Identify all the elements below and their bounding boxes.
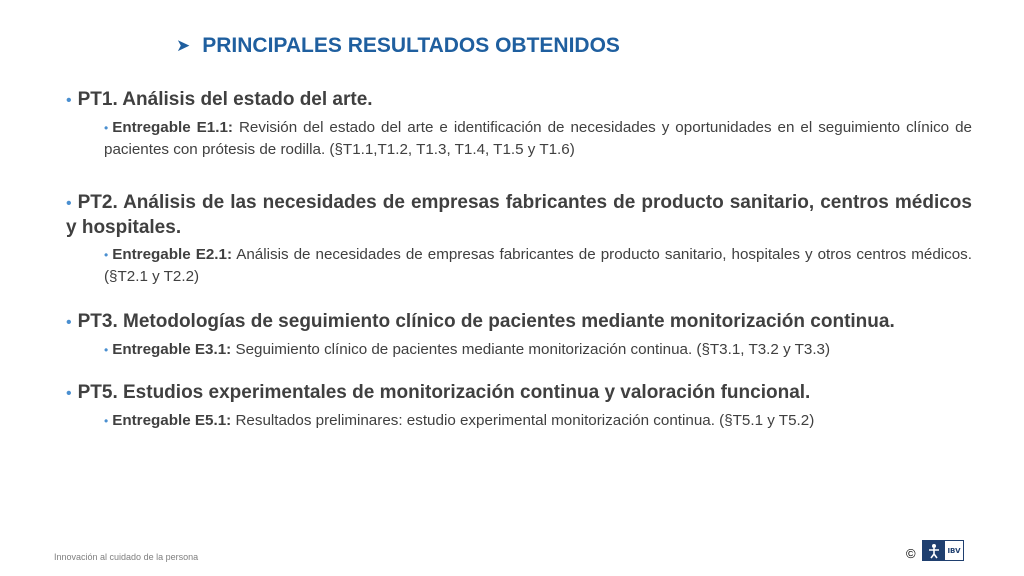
deliverable-label: Entregable E1.1: xyxy=(112,119,233,136)
bullet-icon: • xyxy=(104,343,109,357)
bullet-icon: • xyxy=(66,92,72,109)
slide-title: PRINCIPALES RESULTADOS OBTENIDOS xyxy=(202,34,620,57)
footer-tagline: Innovación al cuidado de la persona xyxy=(54,552,199,562)
deliverable-label: Entregable E2.1: xyxy=(112,246,233,263)
deliverable-2 xyxy=(104,244,972,288)
bullet-icon: • xyxy=(104,121,109,135)
slide-title-row xyxy=(176,34,620,58)
arrow-right-icon: ➤ xyxy=(176,36,191,55)
deliverable-label: Entregable E5.1: xyxy=(112,412,232,429)
copyright-symbol: © xyxy=(906,546,916,561)
bullet-icon: • xyxy=(104,414,109,428)
deliverable-text: Resultados preliminares: estudio experimental monitorización continua. (§T5.1 y T5.2) xyxy=(231,412,815,429)
slide-content xyxy=(66,88,972,432)
ibv-logo xyxy=(922,540,964,561)
work-package-heading: PT3. Metodologías de seguimiento clínico de pacientes mediante monitorización continua. xyxy=(77,311,895,332)
deliverable-text: Análisis de necesidades de empresas fabricantes de producto sanitario, hospitales y otros centros médicos. (§T2.1 y T2.2) xyxy=(104,246,972,285)
work-package-3 xyxy=(66,310,972,335)
bullet-icon: • xyxy=(66,195,72,212)
work-package-heading: PT1. Análisis del estado del arte. xyxy=(77,89,373,110)
work-package-1 xyxy=(66,88,972,113)
deliverable-text: Revisión del estado del arte e identificación de necesidades y oportunidades en el seguimiento clínico de pacientes con prótesis de rodilla. (§T1.1,T1.2, T1.3, T1.4, T1.5 y T1.6) xyxy=(104,119,972,158)
work-package-2 xyxy=(66,191,972,240)
bullet-icon: • xyxy=(104,248,109,262)
work-package-5 xyxy=(66,381,972,406)
bullet-icon: • xyxy=(66,314,72,331)
deliverable-label: Entregable E3.1: xyxy=(112,341,232,358)
logo-text: IBV xyxy=(947,546,961,555)
deliverable-5 xyxy=(104,410,972,432)
deliverable-1 xyxy=(104,117,972,161)
work-package-heading: PT5. Estudios experimentales de monitorización continua y valoración funcional. xyxy=(77,382,811,403)
work-package-heading: PT2. Análisis de las necesidades de empresas fabricantes de producto sanitario, centros médicos y hospitales. xyxy=(66,192,972,238)
bullet-icon: • xyxy=(66,385,72,402)
ibv-logo-icon xyxy=(923,541,945,560)
deliverable-3 xyxy=(104,339,972,361)
deliverable-text: Seguimiento clínico de pacientes mediante monitorización continua. (§T3.1, T3.2 y T3.3) xyxy=(231,341,831,358)
